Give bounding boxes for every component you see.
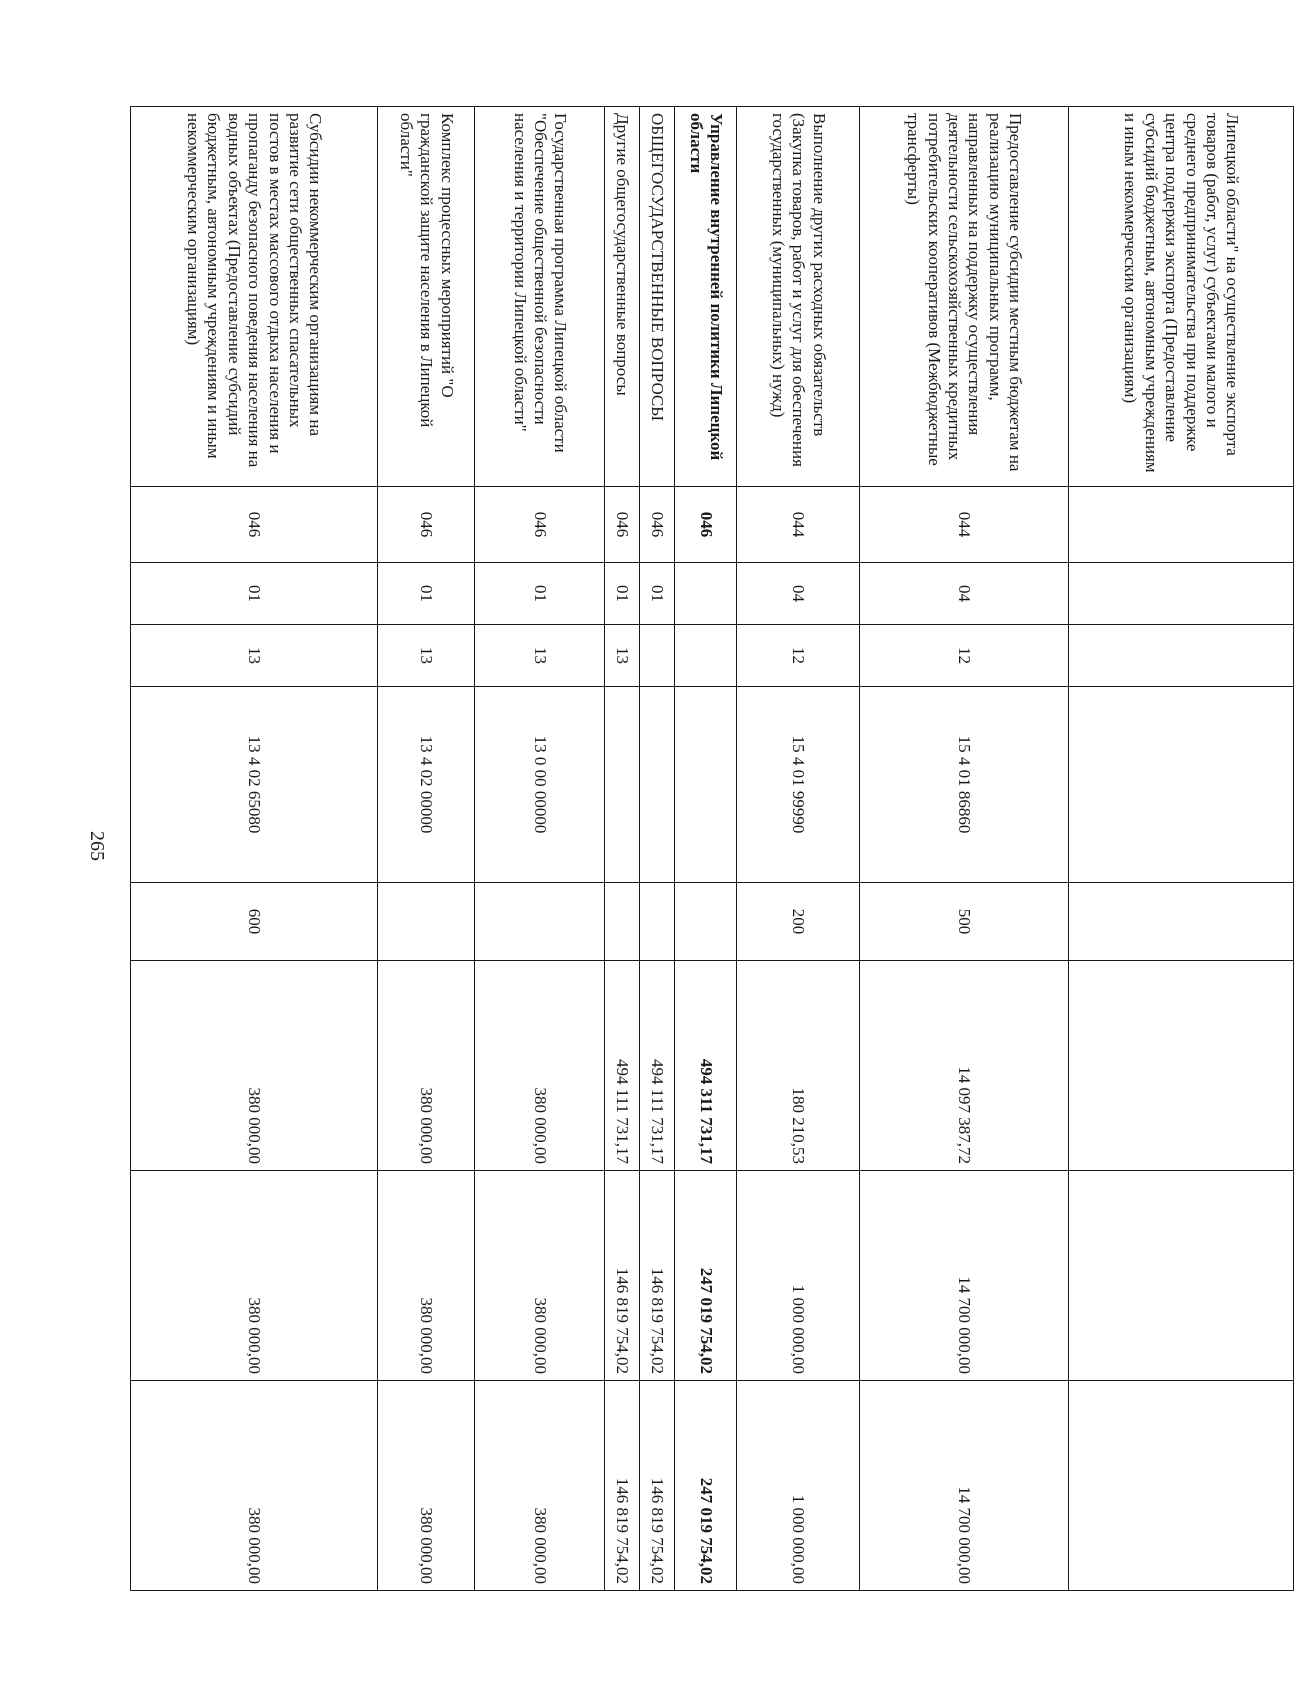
- row-sum-2: [1069, 1171, 1294, 1381]
- row-sum-2: 146 819 754,02: [605, 1171, 640, 1381]
- row-sum-2: 380 000,00: [131, 1171, 378, 1381]
- row-pr: [1069, 625, 1294, 687]
- row-grbs: [1069, 487, 1294, 563]
- table-row: [131, 107, 378, 1591]
- row-rz: 04: [859, 563, 1069, 625]
- row-sum-2: 380 000,00: [475, 1171, 605, 1381]
- row-sum-1: 494 111 731,17: [640, 961, 675, 1171]
- row-pr: 13: [605, 625, 640, 687]
- row-rz: 01: [131, 563, 378, 625]
- row-vr: [640, 883, 675, 961]
- row-grbs: 044: [737, 487, 859, 563]
- row-sum-1: [1069, 961, 1294, 1171]
- row-csr: 15 4 01 86860: [859, 687, 1069, 883]
- row-vr: 500: [859, 883, 1069, 961]
- table-row: [475, 107, 605, 1591]
- row-csr: [675, 687, 737, 883]
- row-grbs: 046: [675, 487, 737, 563]
- row-rz: 01: [378, 563, 475, 625]
- table-row: [737, 107, 859, 1591]
- table-row: [605, 107, 640, 1591]
- row-grbs: 046: [640, 487, 675, 563]
- row-csr: 13 4 02 65080: [131, 687, 378, 883]
- row-pr: 13: [378, 625, 475, 687]
- table-row: [675, 107, 737, 1591]
- row-sum-2: 1 000 000,00: [737, 1171, 859, 1381]
- row-grbs: 046: [131, 487, 378, 563]
- row-name: Государственная программа Липецкой области "Обеспечение общественной безопасности населения и территории Липецкой области": [475, 107, 605, 487]
- row-name: Управление внутренней политики Липецкой области: [675, 107, 737, 487]
- row-sum-3: 380 000,00: [378, 1381, 475, 1591]
- row-sum-2: 14 700 000,00: [859, 1171, 1069, 1381]
- row-pr: 13: [475, 625, 605, 687]
- row-vr: [378, 883, 475, 961]
- row-vr: 600: [131, 883, 378, 961]
- row-name: Выполнение других расходных обязательств (Закупка товаров, работ и услуг для обеспечения государственных (муниципальных) нужд): [737, 107, 859, 487]
- row-sum-1: 380 000,00: [378, 961, 475, 1171]
- page-number: 265: [86, 831, 108, 861]
- row-vr: 200: [737, 883, 859, 961]
- table-row: [378, 107, 475, 1591]
- row-sum-2: 146 819 754,02: [640, 1171, 675, 1381]
- row-name: Комплекс процессных мероприятий "О гражданской защите населения в Липецкой области": [378, 107, 475, 487]
- row-csr: [605, 687, 640, 883]
- budget-table: [130, 106, 1294, 1591]
- row-vr: [605, 883, 640, 961]
- row-grbs: 046: [378, 487, 475, 563]
- row-sum-1: 14 097 387,72: [859, 961, 1069, 1171]
- row-csr: [640, 687, 675, 883]
- row-sum-1: 494 111 731,17: [605, 961, 640, 1171]
- row-name: Предоставление субсидии местным бюджетам на реализацию муниципальных программ, направленных на поддержку осуществления деятельности сельскохозяйственных кредитных потребительских кооперативов (Межбюджетные трансферты): [859, 107, 1069, 487]
- row-rz: [675, 563, 737, 625]
- row-name: Субсидии некоммерческим организациям на развитие сети общественных спасательных постов в местах массового отдыха населения и пропаганду безопасного поведения населения на водных объектах (Предоставление субсидий бюджетным, автономным учреждениям и иным некоммерческим организациям): [131, 107, 378, 487]
- row-grbs: 044: [859, 487, 1069, 563]
- row-sum-1: 380 000,00: [475, 961, 605, 1171]
- row-pr: 13: [131, 625, 378, 687]
- rotated-table-wrapper: [130, 106, 1294, 1590]
- row-pr: [675, 625, 737, 687]
- row-name: ОБЩЕГОСУДАРСТВЕННЫЕ ВОПРОСЫ: [640, 107, 675, 487]
- row-rz: 01: [605, 563, 640, 625]
- table-row: [640, 107, 675, 1591]
- row-csr: [1069, 687, 1294, 883]
- row-csr: 13 4 02 00000: [378, 687, 475, 883]
- row-sum-1: 380 000,00: [131, 961, 378, 1171]
- row-sum-3: 1 000 000,00: [737, 1381, 859, 1591]
- row-sum-3: 380 000,00: [475, 1381, 605, 1591]
- row-name: Другие общегосударственные вопросы: [605, 107, 640, 487]
- row-sum-2: 247 019 754,02: [675, 1171, 737, 1381]
- row-sum-3: 380 000,00: [131, 1381, 378, 1591]
- row-grbs: 046: [605, 487, 640, 563]
- row-sum-1: 180 210,53: [737, 961, 859, 1171]
- budget-table-body: [131, 107, 1294, 1591]
- row-sum-3: 146 819 754,02: [605, 1381, 640, 1591]
- row-rz: [1069, 563, 1294, 625]
- row-sum-3: 247 019 754,02: [675, 1381, 737, 1591]
- row-grbs: 046: [475, 487, 605, 563]
- row-csr: 13 0 00 00000: [475, 687, 605, 883]
- table-row: [1069, 107, 1294, 1591]
- row-vr: [675, 883, 737, 961]
- row-sum-3: 146 819 754,02: [640, 1381, 675, 1591]
- row-rz: 01: [475, 563, 605, 625]
- row-csr: 15 4 01 99990: [737, 687, 859, 883]
- row-rz: 01: [640, 563, 675, 625]
- row-sum-3: [1069, 1381, 1294, 1591]
- row-vr: [1069, 883, 1294, 961]
- row-vr: [475, 883, 605, 961]
- row-pr: 12: [859, 625, 1069, 687]
- row-sum-2: 380 000,00: [378, 1171, 475, 1381]
- row-pr: 12: [737, 625, 859, 687]
- row-rz: 04: [737, 563, 859, 625]
- row-sum-3: 14 700 000,00: [859, 1381, 1069, 1591]
- row-sum-1: 494 311 731,17: [675, 961, 737, 1171]
- row-pr: [640, 625, 675, 687]
- row-name: Липецкой области" на осуществление экспорта товаров (работ, услуг) субъектами малого и среднего предпринимательства при поддержке центра поддержки экспорта (Предоставление субсидий бюджетным, автономным учреждениям и иным некоммерческим организациям): [1069, 107, 1294, 487]
- table-row: [859, 107, 1069, 1591]
